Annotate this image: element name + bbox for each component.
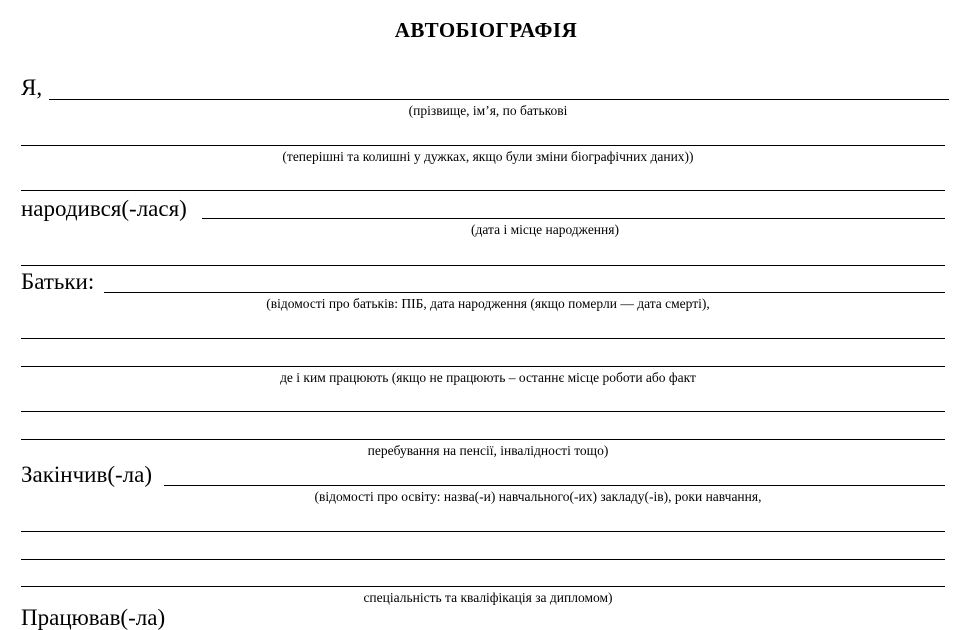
- parents-line-2[interactable]: [21, 338, 945, 339]
- document-title: АВТОБІОГРАФІЯ: [394, 18, 578, 42]
- parents-line-5[interactable]: [21, 439, 945, 440]
- education-hint-2: спеціальність та кваліфікація за дипломом): [363, 590, 613, 605]
- education-hint-1: (відомості про освіту: назва(-и) навчального(-их) закладу(-ів), роки навчання,: [314, 489, 762, 504]
- born-input-line[interactable]: [202, 218, 945, 219]
- former-names-extra-line[interactable]: [21, 190, 945, 191]
- name-hint: (прізвище, ім’я, по батькові: [408, 103, 568, 118]
- parents-line-4[interactable]: [21, 411, 945, 412]
- education-line-3[interactable]: [21, 559, 945, 560]
- born-label: народився(-лася): [21, 196, 187, 221]
- parents-hint-2: де і ким працюють (якщо не працюють – останнє місце роботи або факт: [280, 370, 696, 385]
- work-label: Працював(-ла): [21, 605, 166, 630]
- former-names-input-line[interactable]: [21, 145, 945, 146]
- parents-label: Батьки:: [21, 269, 95, 294]
- former-names-hint: (теперішні та колишні у дужках, якщо були зміни біографічних даних)): [282, 149, 694, 164]
- parents-hint-3: перебування на пенсії, інвалідності тощо): [367, 443, 609, 458]
- born-extra-line[interactable]: [21, 265, 945, 266]
- born-hint: (дата і місце народження): [471, 222, 619, 237]
- education-label: Закінчив(-ла): [21, 462, 153, 487]
- parents-hint-1: (відомості про батьків: ПІБ, дата народження (якщо померли — дата смерті),: [266, 296, 710, 311]
- name-input-line[interactable]: [49, 99, 949, 100]
- education-line-4[interactable]: [21, 586, 945, 587]
- parents-input-line[interactable]: [104, 292, 945, 293]
- education-input-line[interactable]: [164, 485, 945, 486]
- name-label: Я,: [21, 75, 43, 100]
- education-line-2[interactable]: [21, 531, 945, 532]
- parents-line-3[interactable]: [21, 366, 945, 367]
